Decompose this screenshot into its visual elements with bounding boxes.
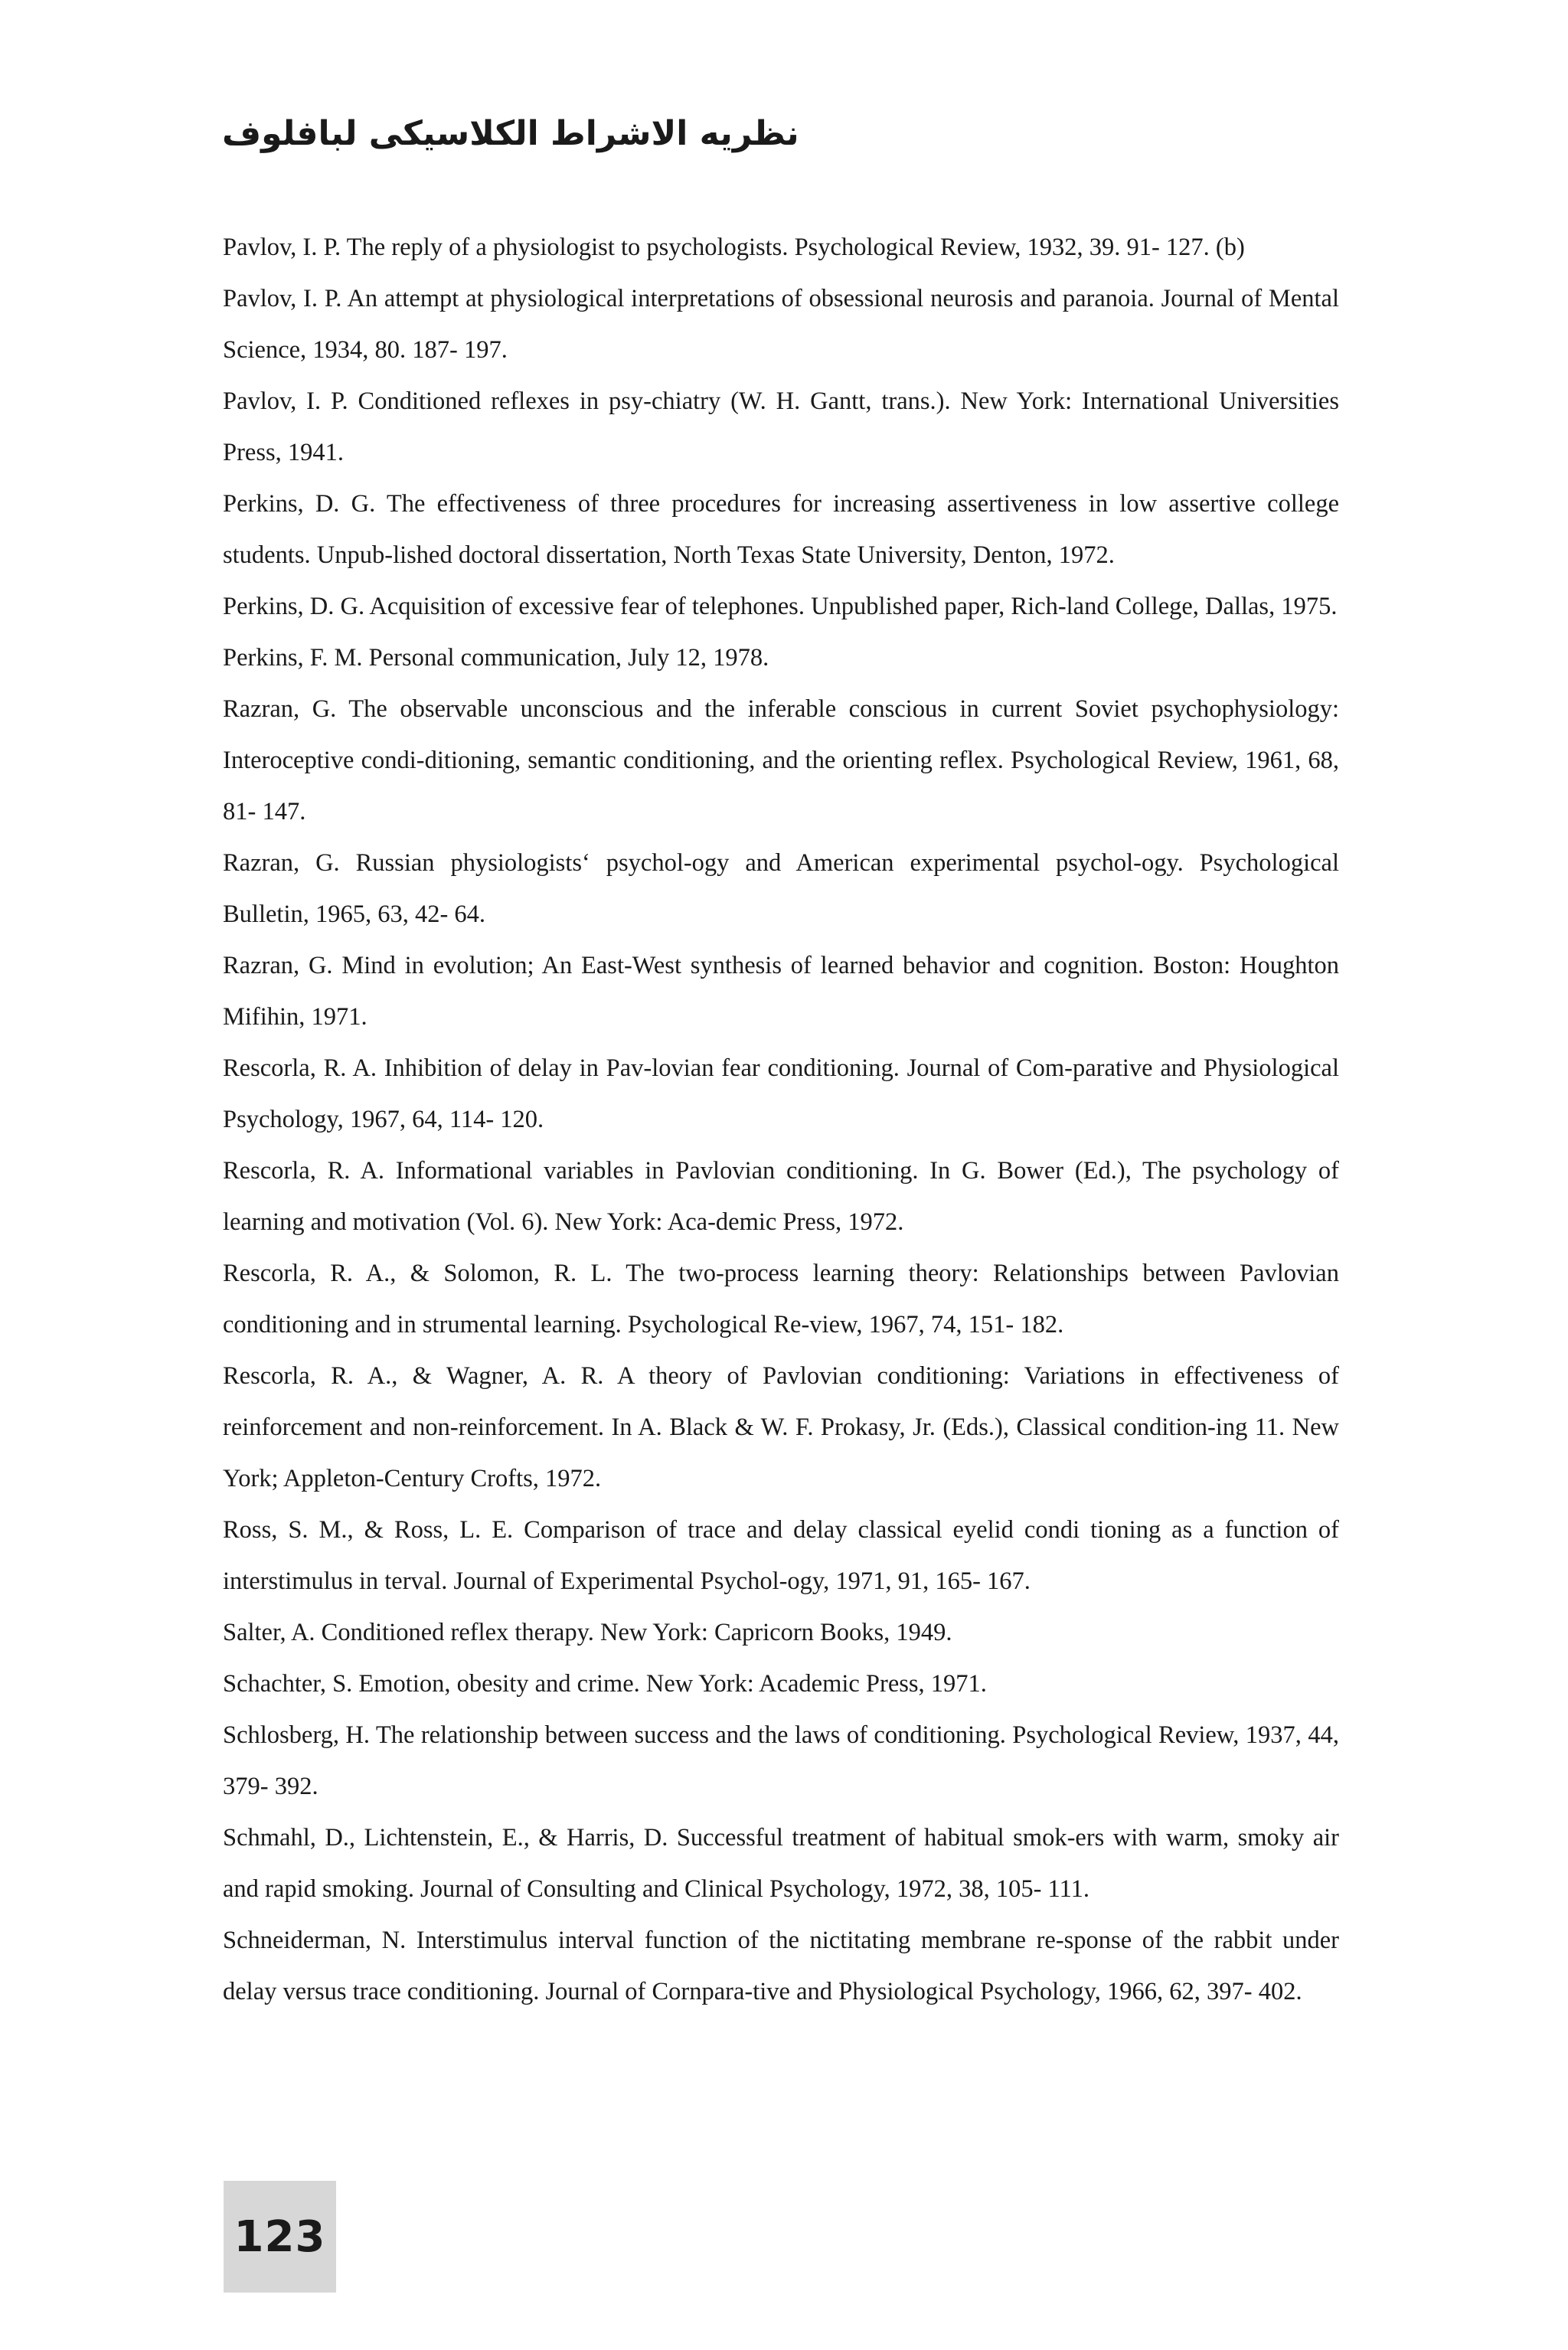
- reference-entry: Pavlov, I. P. Conditioned reflexes in psy-chiatry (W. H. Gantt, trans.). New York: International Universities Press, 1941.: [223, 387, 1339, 466]
- page-number: 123: [234, 2211, 326, 2262]
- reference-entry: Pavlov, I. P. An attempt at physiological interpretations of obsessional neurosis and paranoia. Journal of Mental Science, 1934, 80. 187- 197.: [223, 285, 1339, 364]
- running-header: [222, 107, 1340, 161]
- reference-entry: Schneiderman, N. Interstimulus interval function of the nictitating membrane re-sponse of the rabbit under delay versus trace conditioning. Journal of Cornpara-tive and Physiological Psychology, 1966, 62, 397- 402.: [223, 1927, 1339, 2005]
- reference-entry: Razran, G. Mind in evolution; An East-West synthesis of learned behavior and cognition. Boston: Houghton Mifihin, 1971.: [223, 952, 1339, 1031]
- reference-entry: Perkins, D. G. Acquisition of excessive fear of telephones. Unpublished paper, Rich-land College, Dallas, 1975.: [223, 593, 1338, 620]
- reference-entry: Schlosberg, H. The relationship between success and the laws of conditioning. Psychological Review, 1937, 44, 379- 392.: [223, 1721, 1339, 1800]
- reference-entry: Schachter, S. Emotion, obesity and crime. New York: Academic Press, 1971.: [223, 1670, 987, 1698]
- reference-entry: Rescorla, R. A. Inhibition of delay in Pav-lovian fear conditioning. Journal of Com-parative and Physiological Psychology, 1967, 64, 114- 120.: [223, 1054, 1339, 1133]
- reference-entry: Razran, G. The observable unconscious and the inferable conscious in current Soviet psychophysiology: Interoceptive condi-ditioning, semantic conditioning, and the orienting reflex. Psychological Review, 1961, 68, 81- 147.: [223, 695, 1339, 825]
- reference-entry: Razran, G. Russian physiologists‘ psychol-ogy and American experimental psychol-ogy. Psychological Bulletin, 1965, 63, 42- 64.: [223, 849, 1339, 928]
- reference-entry: Schmahl, D., Lichtenstein, E., & Harris, D. Successful treatment of habitual smok-ers with warm, smoky air and rapid smoking. Journal of Consulting and Clinical Psychology, 1972, 38, 105- 111.: [223, 1824, 1339, 1903]
- reference-entry: Rescorla, R. A., & Solomon, R. L. The two-process learning theory: Relationships between Pavlovian conditioning and in strumental learning. Psychological Re-view, 1967, 74, 151- 182.: [223, 1260, 1339, 1338]
- reference-entry: Perkins, F. M. Personal communication, July 12, 1978.: [223, 644, 769, 672]
- reference-entry: Salter, A. Conditioned reflex therapy. New York: Capricorn Books, 1949.: [223, 1619, 952, 1646]
- reference-entry: Pavlov, I. P. The reply of a physiologist to psychologists. Psychological Review, 1932, 39. 91- 127. (b): [223, 234, 1245, 261]
- page-number-box: [224, 2181, 336, 2293]
- reference-entry: Rescorla, R. A. Informational variables in Pavlovian conditioning. In G. Bower (Ed.), The psychology of learning and motivation (Vol. 6). New York: Aca-demic Press, 1972.: [223, 1157, 1339, 1236]
- reference-entry: Rescorla, R. A., & Wagner, A. R. A theory of Pavlovian conditioning: Variations in effectiveness of reinforcement and non-reinforcement. In A. Black & W. F. Prokasy, Jr. (Eds.), Classical condition-ing 11. New York; Appleton-Century Crofts, 1972.: [223, 1362, 1339, 1492]
- book-title: نظریه الاشراط الکلاسیکی لبافلوف: [222, 114, 799, 153]
- reference-entry: Ross, S. M., & Ross, L. E. Comparison of trace and delay classical eyelid condi tioning as a function of interstimulus in terval. Journal of Experimental Psychol-ogy, 1971, 91, 165- 167.: [223, 1516, 1339, 1595]
- reference-entry: Perkins, D. G. The effectiveness of three procedures for increasing assertiveness in low assertive college students. Unpub-lished doctoral dissertation, North Texas State University, Denton, 1972.: [223, 490, 1339, 569]
- reference-list: [223, 222, 1339, 2018]
